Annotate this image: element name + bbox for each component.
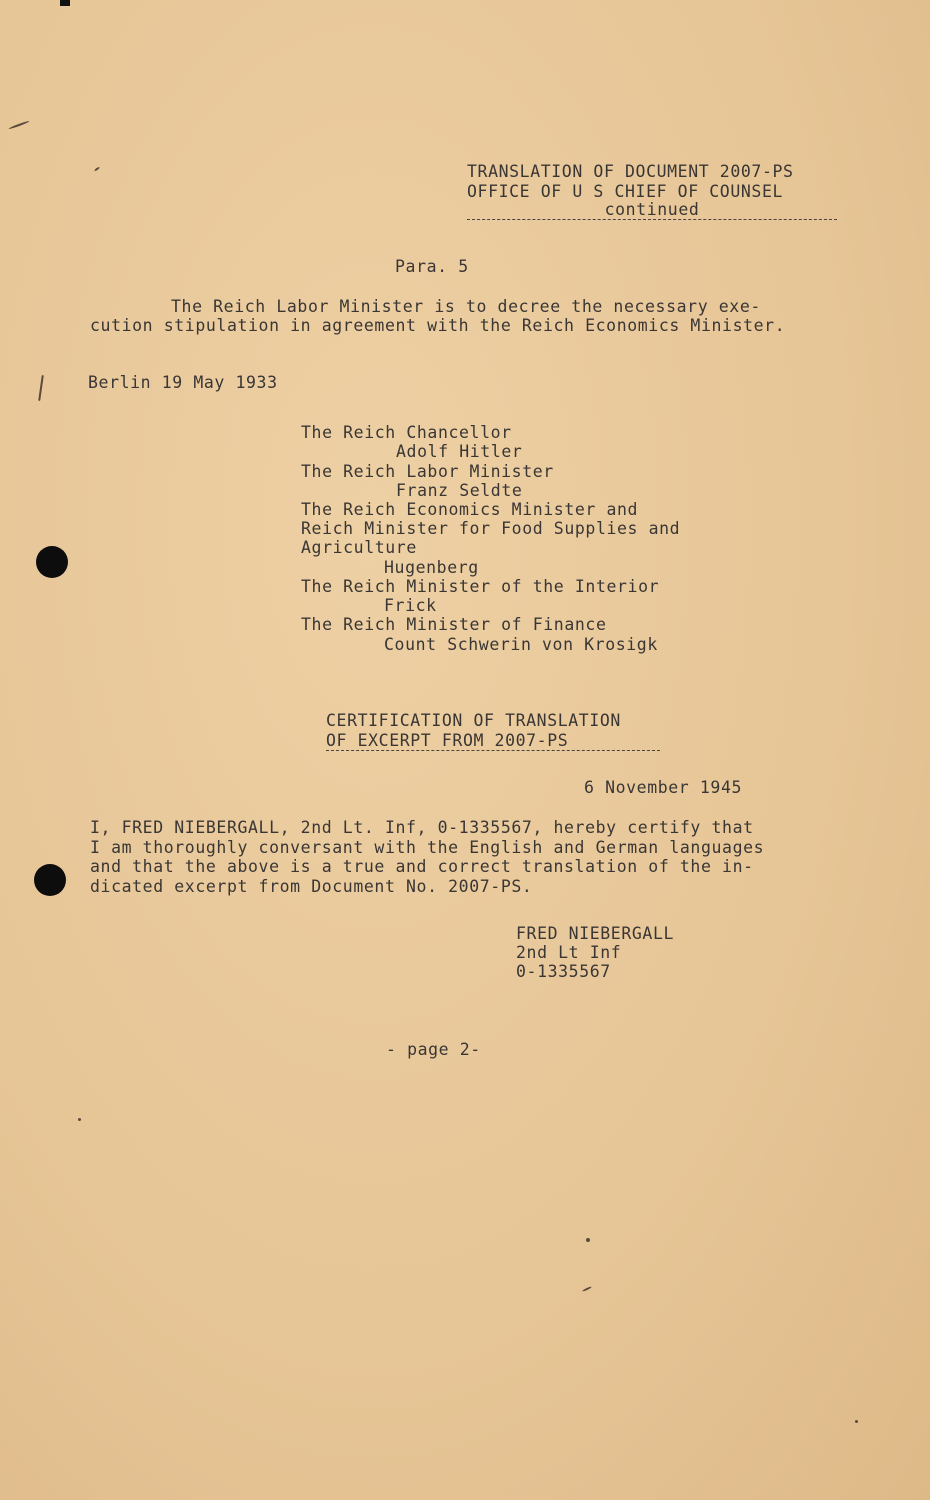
signatory-title: The Reich Economics Minister and — [301, 500, 639, 519]
signatory-name: Adolf Hitler — [396, 442, 523, 461]
certification-title-2: OF EXCERPT FROM 2007-PS — [326, 731, 660, 751]
certification-body-line: I, FRED NIEBERGALL, 2nd Lt. Inf, 0-1335567, hereby certify that — [90, 818, 754, 837]
pen-mark — [38, 375, 44, 401]
certification-body-line: I am thoroughly conversant with the English and German languages — [90, 838, 765, 857]
certification-date: 6 November 1945 — [584, 778, 743, 797]
signatory-title: The Reich Minister of the Interior — [301, 577, 660, 596]
certification-body-line: and that the above is a true and correct translation of the in- — [90, 857, 754, 876]
signatory-title: The Reich Minister of Finance — [301, 615, 607, 634]
speck — [855, 1420, 858, 1423]
header-line-1: TRANSLATION OF DOCUMENT 2007-PS — [467, 162, 794, 181]
para-heading: Para. 5 — [395, 257, 469, 276]
signatory-name: Count Schwerin von Krosigk — [384, 635, 658, 654]
signatory-name: Frick — [384, 596, 437, 615]
header-line-2: OFFICE OF U S CHIEF OF COUNSEL — [467, 182, 784, 201]
signatory-name: Hugenberg — [384, 558, 479, 577]
signatory-title: Agriculture — [301, 538, 417, 557]
punch-hole — [34, 864, 66, 896]
certification-title-1: CERTIFICATION OF TRANSLATION — [326, 711, 621, 730]
place-date: Berlin 19 May 1933 — [88, 373, 278, 392]
para-text-line-1: The Reich Labor Minister is to decree the necessary exe- — [171, 297, 761, 316]
para-text-line-2: cution stipulation in agreement with the Reich Economics Minister. — [90, 316, 786, 335]
signatory-title: The Reich Chancellor — [301, 423, 512, 442]
signatory-name: Franz Seldte — [396, 481, 523, 500]
signature-serial: 0-1335567 — [516, 962, 611, 981]
speck — [78, 1118, 81, 1121]
certification-body-line: dicated excerpt from Document No. 2007-PS. — [90, 877, 533, 896]
header-line-3: continued — [467, 200, 837, 220]
pen-mark — [582, 1286, 592, 1292]
signatory-title: Reich Minister for Food Supplies and — [301, 519, 681, 538]
punch-hole — [36, 546, 68, 578]
signatory-title: The Reich Labor Minister — [301, 462, 554, 481]
signature-name: FRED NIEBERGALL — [516, 924, 675, 943]
top-edge-mark — [60, 0, 70, 6]
signature-rank: 2nd Lt Inf — [516, 943, 622, 962]
speck — [586, 1238, 590, 1242]
pen-mark — [94, 166, 100, 171]
pen-mark — [8, 120, 29, 129]
page-footer: - page 2- — [386, 1040, 481, 1059]
